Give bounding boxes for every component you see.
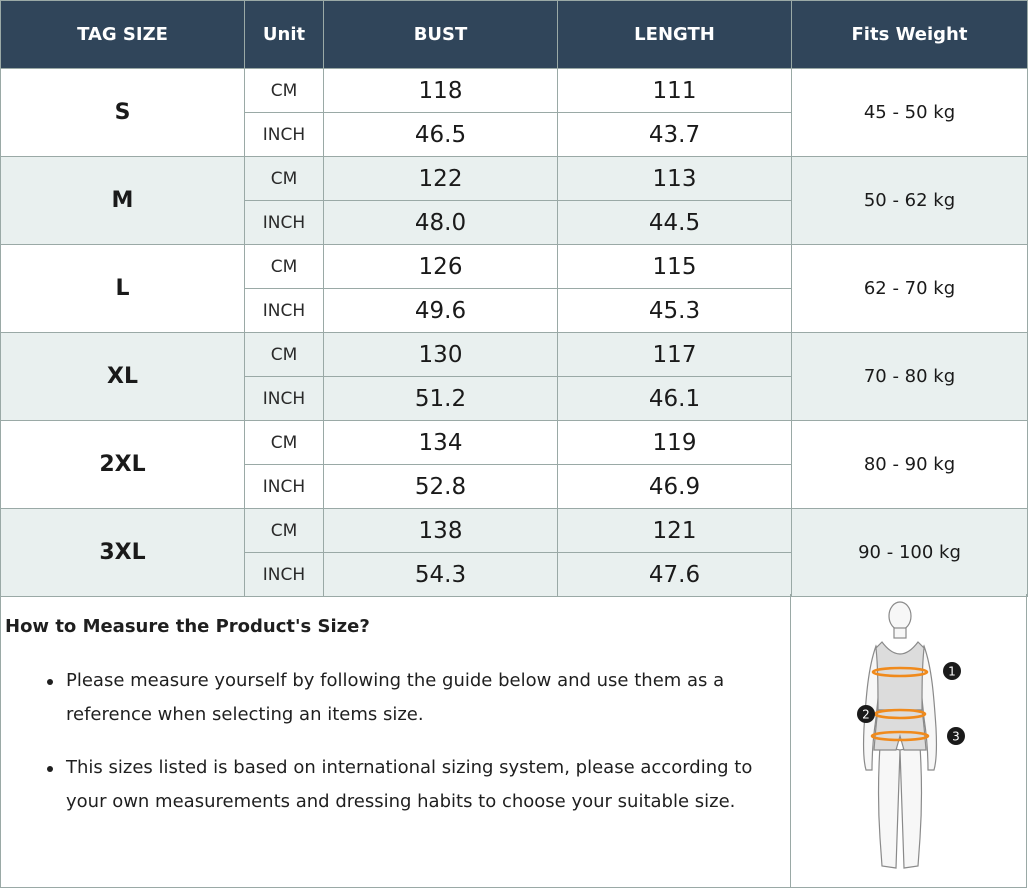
bust-cell: 126 [324,245,558,289]
length-cell: 46.1 [558,377,792,421]
length-cell: 113 [558,157,792,201]
svg-text:2: 2 [862,707,870,722]
bust-cell: 118 [324,69,558,113]
length-cell: 45.3 [558,289,792,333]
fits-weight-cell: 45 - 50 kg [792,69,1028,157]
bust-cell: 54.3 [324,553,558,597]
unit-cell: INCH [245,465,324,509]
header-length: LENGTH [558,1,792,69]
table-row [1,421,1028,465]
guide-title: How to Measure the Product's Size? [5,616,370,637]
length-cell: 44.5 [558,201,792,245]
guide-bullet-list [1,664,786,838]
measure-guide-text [1,594,791,887]
bust-cell: 130 [324,333,558,377]
marker-2 [857,705,875,723]
table-row [1,333,1028,377]
table-row [1,245,1028,289]
unit-cell: CM [245,333,324,377]
fits-weight-cell: 62 - 70 kg [792,245,1028,333]
length-cell: 111 [558,69,792,113]
length-cell: 115 [558,245,792,289]
bust-cell: 48.0 [324,201,558,245]
header-tag-size: TAG SIZE [1,1,245,69]
bust-cell: 49.6 [324,289,558,333]
tag-size-cell: S [1,69,245,157]
header-unit: Unit [245,1,324,69]
unit-cell: INCH [245,553,324,597]
length-cell: 121 [558,509,792,553]
bust-cell: 138 [324,509,558,553]
measure-guide [0,594,1027,888]
length-cell: 46.9 [558,465,792,509]
unit-cell: INCH [245,289,324,333]
unit-cell: CM [245,245,324,289]
table-row [1,157,1028,201]
length-cell: 119 [558,421,792,465]
bust-cell: 46.5 [324,113,558,157]
bust-cell: 52.8 [324,465,558,509]
length-cell: 47.6 [558,553,792,597]
unit-cell: CM [245,69,324,113]
header-fits-weight: Fits Weight [792,1,1028,69]
tag-size-cell: 3XL [1,509,245,597]
unit-cell: CM [245,157,324,201]
tag-size-cell: 2XL [1,421,245,509]
svg-text:3: 3 [952,729,960,744]
tag-size-cell: M [1,157,245,245]
marker-3 [947,727,965,745]
table-row [1,509,1028,553]
fits-weight-cell: 80 - 90 kg [792,421,1028,509]
fits-weight-cell: 70 - 80 kg [792,333,1028,421]
table-header-row [1,1,1028,69]
bust-cell: 134 [324,421,558,465]
table-row [1,69,1028,113]
guide-bullet: This sizes listed is based on international sizing system, please according to your own measurements and dressing habits to choose your suitable size. [66,751,786,819]
fits-weight-cell: 50 - 62 kg [792,157,1028,245]
body-measurement-figure-icon [842,598,972,878]
tag-size-cell: L [1,245,245,333]
tag-size-cell: XL [1,333,245,421]
unit-cell: CM [245,421,324,465]
body-figure-panel [792,594,1026,887]
unit-cell: INCH [245,201,324,245]
fits-weight-cell: 90 - 100 kg [792,509,1028,597]
unit-cell: CM [245,509,324,553]
length-cell: 117 [558,333,792,377]
svg-text:1: 1 [948,664,956,679]
guide-bullet: Please measure yourself by following the guide below and use them as a reference when selecting an items size. [66,664,786,732]
length-cell: 43.7 [558,113,792,157]
bust-cell: 122 [324,157,558,201]
bust-cell: 51.2 [324,377,558,421]
header-bust: BUST [324,1,558,69]
unit-cell: INCH [245,113,324,157]
unit-cell: INCH [245,377,324,421]
marker-1 [943,662,961,680]
